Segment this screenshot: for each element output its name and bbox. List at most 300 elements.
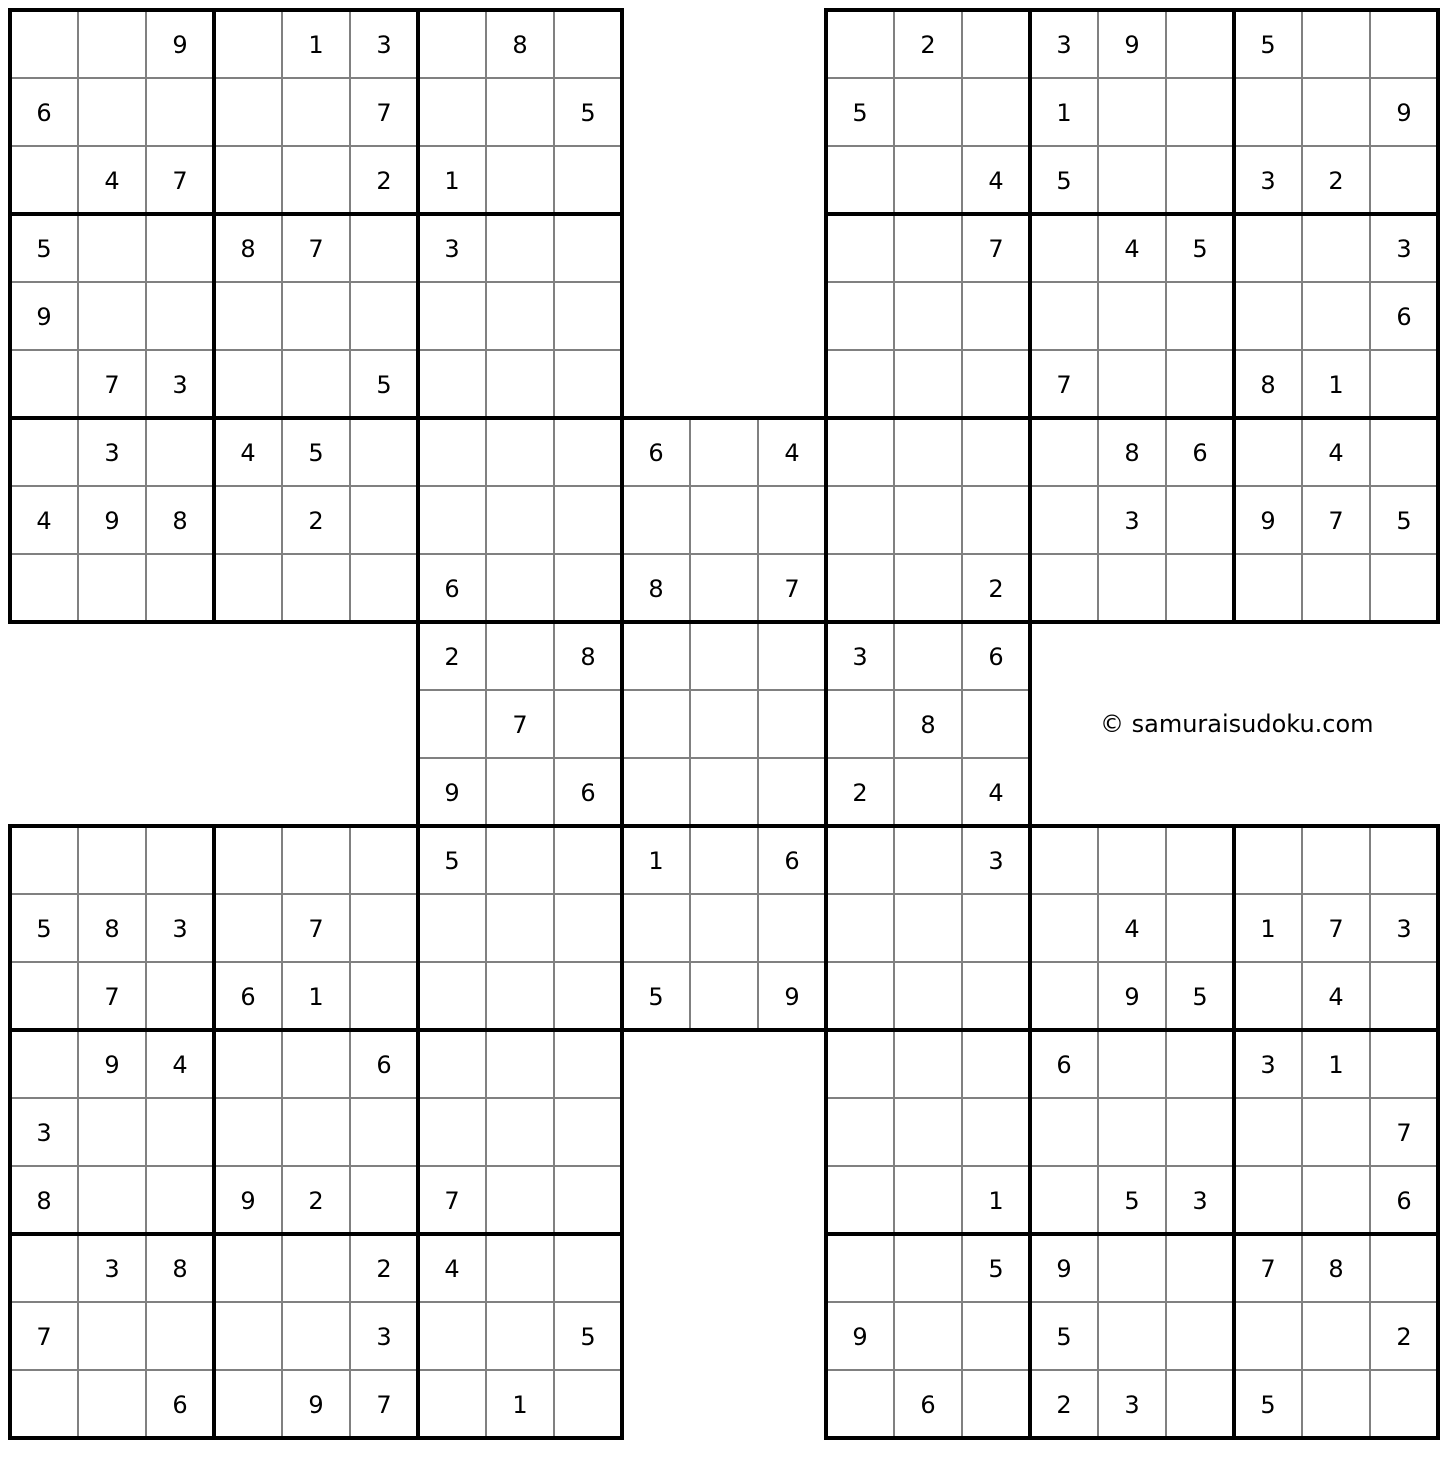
given-digit: 7 [376, 1391, 392, 1419]
sudoku-cell[interactable] [418, 962, 486, 1030]
given-digit: 3 [36, 1119, 52, 1147]
sudoku-cell[interactable] [690, 758, 758, 826]
sudoku-cell[interactable] [1030, 282, 1098, 350]
sudoku-cell[interactable] [962, 1030, 1030, 1098]
given-digit: 2 [376, 1255, 392, 1283]
sudoku-cell[interactable] [146, 962, 214, 1030]
sudoku-cell[interactable] [282, 1098, 350, 1166]
sudoku-cell[interactable] [214, 894, 282, 962]
given-digit: 1 [1328, 371, 1344, 399]
sudoku-cell[interactable] [758, 622, 826, 690]
sudoku-cell[interactable] [1030, 1098, 1098, 1166]
sudoku-cell[interactable] [78, 10, 146, 78]
given-digit: 7 [36, 1323, 52, 1351]
sudoku-cell[interactable] [486, 1166, 554, 1234]
given-digit: 7 [104, 371, 120, 399]
sudoku-cell[interactable] [1370, 10, 1438, 78]
sudoku-cell[interactable] [894, 894, 962, 962]
sudoku-cell[interactable] [758, 758, 826, 826]
sudoku-cell[interactable] [826, 418, 894, 486]
sudoku-cell[interactable] [962, 962, 1030, 1030]
sudoku-cell[interactable] [146, 1098, 214, 1166]
sudoku-cell[interactable] [962, 1370, 1030, 1438]
sudoku-cell[interactable] [350, 894, 418, 962]
sudoku-cell[interactable] [826, 894, 894, 962]
sudoku-cell[interactable] [690, 554, 758, 622]
sudoku-cell[interactable] [826, 1030, 894, 1098]
given-digit: 2 [1396, 1323, 1412, 1351]
sudoku-cell[interactable] [554, 1098, 622, 1166]
sudoku-cell[interactable] [826, 486, 894, 554]
sudoku-cell[interactable] [1234, 214, 1302, 282]
sudoku-cell[interactable] [1098, 1030, 1166, 1098]
sudoku-cell[interactable] [894, 282, 962, 350]
sudoku-cell[interactable] [1098, 554, 1166, 622]
sudoku-cell[interactable] [1166, 1370, 1234, 1438]
sudoku-cell[interactable] [1166, 486, 1234, 554]
sudoku-cell[interactable] [554, 350, 622, 418]
sudoku-cell[interactable] [146, 826, 214, 894]
sudoku-cell[interactable] [282, 554, 350, 622]
given-digit: 6 [784, 847, 800, 875]
sudoku-cell[interactable] [1234, 1098, 1302, 1166]
sudoku-cell[interactable] [894, 418, 962, 486]
given-digit: 1 [308, 983, 324, 1011]
sudoku-cell[interactable] [826, 1098, 894, 1166]
sudoku-cell[interactable] [1098, 78, 1166, 146]
sudoku-cell[interactable] [350, 1166, 418, 1234]
given-digit: 3 [376, 1323, 392, 1351]
sudoku-cell[interactable] [214, 146, 282, 214]
sudoku-cell[interactable] [1166, 146, 1234, 214]
given-digit: 4 [1124, 235, 1140, 263]
given-digit: 1 [1056, 99, 1072, 127]
sudoku-cell[interactable] [962, 486, 1030, 554]
sudoku-cell[interactable] [1030, 826, 1098, 894]
sudoku-cell[interactable] [1098, 1098, 1166, 1166]
sudoku-cell[interactable] [418, 1030, 486, 1098]
sudoku-cell[interactable] [894, 962, 962, 1030]
given-digit: 6 [376, 1051, 392, 1079]
sudoku-cell[interactable] [78, 78, 146, 146]
sudoku-cell[interactable] [214, 826, 282, 894]
sudoku-cell[interactable] [146, 78, 214, 146]
sudoku-cell[interactable] [1030, 554, 1098, 622]
given-digit: 4 [444, 1255, 460, 1283]
sudoku-cell[interactable] [282, 1302, 350, 1370]
sudoku-cell[interactable] [214, 1098, 282, 1166]
sudoku-cell[interactable] [554, 282, 622, 350]
sudoku-cell[interactable] [350, 826, 418, 894]
sudoku-cell[interactable] [418, 1370, 486, 1438]
sudoku-cell[interactable] [214, 554, 282, 622]
sudoku-cell[interactable] [1098, 1234, 1166, 1302]
sudoku-cell[interactable] [1166, 282, 1234, 350]
sudoku-cell[interactable] [418, 282, 486, 350]
sudoku-cell[interactable] [214, 1030, 282, 1098]
sudoku-cell[interactable] [1166, 10, 1234, 78]
sudoku-cell[interactable] [10, 1370, 78, 1438]
sudoku-cell[interactable] [1302, 554, 1370, 622]
sudoku-cell[interactable] [554, 690, 622, 758]
sudoku-cell[interactable] [214, 350, 282, 418]
sudoku-cell[interactable] [690, 894, 758, 962]
sudoku-cell[interactable] [554, 146, 622, 214]
given-digit: 7 [104, 983, 120, 1011]
sudoku-cell[interactable] [826, 10, 894, 78]
sudoku-cell[interactable] [10, 146, 78, 214]
sudoku-cell[interactable] [554, 214, 622, 282]
sudoku-cell[interactable] [350, 1098, 418, 1166]
sudoku-cell[interactable] [1030, 418, 1098, 486]
sudoku-cell[interactable] [486, 758, 554, 826]
sudoku-cell[interactable] [758, 486, 826, 554]
sudoku-cell[interactable] [350, 486, 418, 554]
sudoku-cell[interactable] [418, 690, 486, 758]
given-digit: 3 [1192, 1187, 1208, 1215]
sudoku-cell[interactable] [146, 554, 214, 622]
sudoku-cell[interactable] [962, 282, 1030, 350]
sudoku-cell[interactable] [826, 282, 894, 350]
given-digit: 4 [104, 167, 120, 195]
sudoku-cell[interactable] [1302, 282, 1370, 350]
sudoku-cell[interactable] [826, 690, 894, 758]
sudoku-cell[interactable] [282, 350, 350, 418]
sudoku-cell[interactable] [282, 146, 350, 214]
given-digit: 2 [444, 643, 460, 671]
sudoku-cell[interactable] [1370, 418, 1438, 486]
given-digit: 5 [308, 439, 324, 467]
given-digit: 9 [104, 1051, 120, 1079]
sudoku-cell[interactable] [1030, 214, 1098, 282]
sudoku-cell[interactable] [962, 1302, 1030, 1370]
sudoku-cell[interactable] [10, 418, 78, 486]
given-digit: 9 [852, 1323, 868, 1351]
sudoku-cell[interactable] [282, 1030, 350, 1098]
sudoku-cell[interactable] [622, 690, 690, 758]
sudoku-cell[interactable] [894, 1234, 962, 1302]
sudoku-cell[interactable] [894, 214, 962, 282]
sudoku-cell[interactable] [486, 486, 554, 554]
sudoku-cell[interactable] [214, 1234, 282, 1302]
sudoku-cell[interactable] [1302, 10, 1370, 78]
sudoku-cell[interactable] [554, 1234, 622, 1302]
sudoku-cell[interactable] [78, 554, 146, 622]
sudoku-cell[interactable] [1166, 894, 1234, 962]
sudoku-cell[interactable] [1234, 418, 1302, 486]
sudoku-cell[interactable] [486, 146, 554, 214]
given-digit: 1 [988, 1187, 1004, 1215]
sudoku-cell[interactable] [554, 418, 622, 486]
sudoku-cell[interactable] [1302, 78, 1370, 146]
sudoku-cell[interactable] [1098, 146, 1166, 214]
sudoku-cell[interactable] [1234, 1302, 1302, 1370]
given-digit: 1 [648, 847, 664, 875]
sudoku-cell[interactable] [894, 1302, 962, 1370]
given-digit: 9 [1056, 1255, 1072, 1283]
given-digit: 8 [580, 643, 596, 671]
given-digit: 8 [1124, 439, 1140, 467]
given-digit: 8 [36, 1187, 52, 1215]
sudoku-cell[interactable] [78, 826, 146, 894]
given-digit: 5 [852, 99, 868, 127]
sudoku-cell[interactable] [486, 418, 554, 486]
sudoku-cell[interactable] [214, 1302, 282, 1370]
given-digit: 9 [1124, 983, 1140, 1011]
sudoku-cell[interactable] [690, 486, 758, 554]
sudoku-cell[interactable] [486, 1030, 554, 1098]
sudoku-cell[interactable] [1302, 1370, 1370, 1438]
sudoku-cell[interactable] [350, 962, 418, 1030]
sudoku-cell[interactable] [1166, 350, 1234, 418]
sudoku-cell[interactable] [1370, 350, 1438, 418]
sudoku-cell[interactable] [146, 214, 214, 282]
sudoku-cell[interactable] [894, 554, 962, 622]
given-digit: 8 [172, 1255, 188, 1283]
given-digit: 4 [784, 439, 800, 467]
sudoku-cell[interactable] [418, 1098, 486, 1166]
sudoku-cell[interactable] [1098, 1302, 1166, 1370]
sudoku-cell[interactable] [690, 690, 758, 758]
sudoku-cell[interactable] [282, 282, 350, 350]
sudoku-cell[interactable] [486, 78, 554, 146]
sudoku-cell[interactable] [826, 554, 894, 622]
sudoku-cell[interactable] [486, 350, 554, 418]
given-digit: 4 [36, 507, 52, 535]
given-digit: 5 [36, 235, 52, 263]
sudoku-cell[interactable] [350, 214, 418, 282]
sudoku-cell[interactable] [1166, 1234, 1234, 1302]
sudoku-cell[interactable] [1370, 1370, 1438, 1438]
given-digit: 4 [1328, 439, 1344, 467]
sudoku-cell[interactable] [894, 758, 962, 826]
sudoku-cell[interactable] [1166, 826, 1234, 894]
sudoku-cell[interactable] [826, 962, 894, 1030]
sudoku-cell[interactable] [78, 1302, 146, 1370]
sudoku-cell[interactable] [10, 826, 78, 894]
sudoku-cell[interactable] [1030, 486, 1098, 554]
sudoku-cell[interactable] [486, 214, 554, 282]
given-digit: 3 [1396, 915, 1412, 943]
sudoku-cell[interactable] [962, 894, 1030, 962]
sudoku-cell[interactable] [1370, 1234, 1438, 1302]
given-digit: 3 [852, 643, 868, 671]
sudoku-cell[interactable] [1030, 962, 1098, 1030]
sudoku-cell[interactable] [1166, 1302, 1234, 1370]
sudoku-cell[interactable] [894, 1030, 962, 1098]
given-digit: 3 [1260, 1051, 1276, 1079]
sudoku-cell[interactable] [826, 1234, 894, 1302]
sudoku-cell[interactable] [486, 1302, 554, 1370]
sudoku-cell[interactable] [554, 962, 622, 1030]
sudoku-cell[interactable] [758, 690, 826, 758]
sudoku-cell[interactable] [894, 1098, 962, 1166]
sudoku-cell[interactable] [1370, 962, 1438, 1030]
given-digit: 7 [1056, 371, 1072, 399]
sudoku-cell[interactable] [214, 78, 282, 146]
sudoku-cell[interactable] [214, 10, 282, 78]
sudoku-cell[interactable] [1166, 554, 1234, 622]
sudoku-cell[interactable] [826, 826, 894, 894]
sudoku-cell[interactable] [1370, 826, 1438, 894]
sudoku-cell[interactable] [350, 418, 418, 486]
given-digit: 5 [580, 1323, 596, 1351]
sudoku-cell[interactable] [962, 690, 1030, 758]
given-digit: 3 [104, 1255, 120, 1283]
sudoku-cell[interactable] [1030, 894, 1098, 962]
sudoku-cell[interactable] [146, 1302, 214, 1370]
sudoku-cell[interactable] [1098, 826, 1166, 894]
sudoku-cell[interactable] [214, 1370, 282, 1438]
sudoku-cell[interactable] [622, 758, 690, 826]
sudoku-cell[interactable] [554, 826, 622, 894]
sudoku-cell[interactable] [962, 418, 1030, 486]
sudoku-cell[interactable] [1234, 282, 1302, 350]
sudoku-cell[interactable] [418, 78, 486, 146]
sudoku-cell[interactable] [1370, 1030, 1438, 1098]
sudoku-cell[interactable] [10, 350, 78, 418]
sudoku-cell[interactable] [418, 1302, 486, 1370]
sudoku-cell[interactable] [622, 622, 690, 690]
sudoku-cell[interactable] [826, 146, 894, 214]
sudoku-cell[interactable] [78, 214, 146, 282]
sudoku-cell[interactable] [1098, 282, 1166, 350]
sudoku-cell[interactable] [282, 78, 350, 146]
given-digit: 9 [444, 779, 460, 807]
given-digit: 4 [988, 779, 1004, 807]
given-digit: 6 [240, 983, 256, 1011]
given-digit: 9 [1396, 99, 1412, 127]
sudoku-cell[interactable] [418, 894, 486, 962]
sudoku-cell[interactable] [486, 622, 554, 690]
sudoku-cell[interactable] [418, 10, 486, 78]
sudoku-cell[interactable] [10, 1234, 78, 1302]
sudoku-cell[interactable] [486, 826, 554, 894]
sudoku-cell[interactable] [1098, 350, 1166, 418]
sudoku-cell[interactable] [962, 78, 1030, 146]
given-digit: 8 [648, 575, 664, 603]
sudoku-cell[interactable] [826, 214, 894, 282]
sudoku-cell[interactable] [1370, 554, 1438, 622]
sudoku-cell[interactable] [690, 962, 758, 1030]
sudoku-cell[interactable] [350, 554, 418, 622]
sudoku-cell[interactable] [78, 1098, 146, 1166]
sudoku-cell[interactable] [690, 418, 758, 486]
sudoku-cell[interactable] [1234, 1166, 1302, 1234]
sudoku-cell[interactable] [486, 962, 554, 1030]
sudoku-cell[interactable] [146, 418, 214, 486]
given-digit: 3 [376, 31, 392, 59]
sudoku-cell[interactable] [1370, 146, 1438, 214]
sudoku-cell[interactable] [486, 554, 554, 622]
sudoku-cell[interactable] [146, 282, 214, 350]
sudoku-cell[interactable] [282, 826, 350, 894]
sudoku-cell[interactable] [962, 350, 1030, 418]
sudoku-cell[interactable] [486, 894, 554, 962]
sudoku-cell[interactable] [282, 1234, 350, 1302]
sudoku-cell[interactable] [554, 1370, 622, 1438]
sudoku-cell[interactable] [554, 10, 622, 78]
given-digit: 8 [512, 31, 528, 59]
sudoku-cell[interactable] [1302, 1098, 1370, 1166]
sudoku-cell[interactable] [1234, 962, 1302, 1030]
given-digit: 7 [1260, 1255, 1276, 1283]
sudoku-cell[interactable] [554, 486, 622, 554]
given-digit: 6 [36, 99, 52, 127]
sudoku-cell[interactable] [1234, 78, 1302, 146]
sudoku-cell[interactable] [418, 350, 486, 418]
sudoku-cell[interactable] [486, 1098, 554, 1166]
sudoku-cell[interactable] [418, 418, 486, 486]
sudoku-cell[interactable] [622, 894, 690, 962]
sudoku-cell[interactable] [1030, 1166, 1098, 1234]
sudoku-cell[interactable] [690, 826, 758, 894]
sudoku-cell[interactable] [214, 282, 282, 350]
sudoku-cell[interactable] [1166, 1030, 1234, 1098]
sudoku-cell[interactable] [146, 1166, 214, 1234]
sudoku-cell[interactable] [1234, 826, 1302, 894]
sudoku-cell[interactable] [826, 1166, 894, 1234]
sudoku-cell[interactable] [554, 554, 622, 622]
sudoku-cell[interactable] [350, 282, 418, 350]
sudoku-cell[interactable] [418, 486, 486, 554]
sudoku-cell[interactable] [1166, 78, 1234, 146]
given-digit: 7 [444, 1187, 460, 1215]
sudoku-cell[interactable] [894, 622, 962, 690]
sudoku-cell[interactable] [1302, 1302, 1370, 1370]
sudoku-cell[interactable] [486, 1234, 554, 1302]
sudoku-cell[interactable] [826, 1370, 894, 1438]
given-digit: 9 [308, 1391, 324, 1419]
sudoku-cell[interactable] [1234, 554, 1302, 622]
sudoku-cell[interactable] [962, 1098, 1030, 1166]
given-digit: 6 [1396, 1187, 1412, 1215]
sudoku-cell[interactable] [554, 1030, 622, 1098]
sudoku-cell[interactable] [894, 350, 962, 418]
sudoku-cell[interactable] [78, 1370, 146, 1438]
sudoku-cell[interactable] [758, 894, 826, 962]
given-digit: 3 [1396, 235, 1412, 263]
given-digit: 8 [920, 711, 936, 739]
given-digit: 9 [104, 507, 120, 535]
sudoku-cell[interactable] [214, 486, 282, 554]
sudoku-cell[interactable] [894, 486, 962, 554]
sudoku-cell[interactable] [1302, 214, 1370, 282]
sudoku-cell[interactable] [894, 1166, 962, 1234]
sudoku-cell[interactable] [894, 826, 962, 894]
sudoku-cell[interactable] [1302, 1166, 1370, 1234]
given-digit: 1 [1260, 915, 1276, 943]
sudoku-cell[interactable] [1166, 1098, 1234, 1166]
sudoku-cell[interactable] [622, 486, 690, 554]
sudoku-cell[interactable] [10, 554, 78, 622]
sudoku-cell[interactable] [554, 894, 622, 962]
sudoku-cell[interactable] [894, 78, 962, 146]
sudoku-cell[interactable] [78, 282, 146, 350]
sudoku-cell[interactable] [486, 282, 554, 350]
sudoku-cell[interactable] [894, 146, 962, 214]
sudoku-cell[interactable] [962, 10, 1030, 78]
sudoku-cell[interactable] [10, 962, 78, 1030]
sudoku-cell[interactable] [10, 1030, 78, 1098]
sudoku-cell[interactable] [1302, 826, 1370, 894]
sudoku-cell[interactable] [78, 1166, 146, 1234]
sudoku-cell[interactable] [826, 350, 894, 418]
sudoku-cell[interactable] [554, 1166, 622, 1234]
sudoku-cell[interactable] [690, 622, 758, 690]
sudoku-cell[interactable] [10, 10, 78, 78]
given-digit: 6 [1396, 303, 1412, 331]
